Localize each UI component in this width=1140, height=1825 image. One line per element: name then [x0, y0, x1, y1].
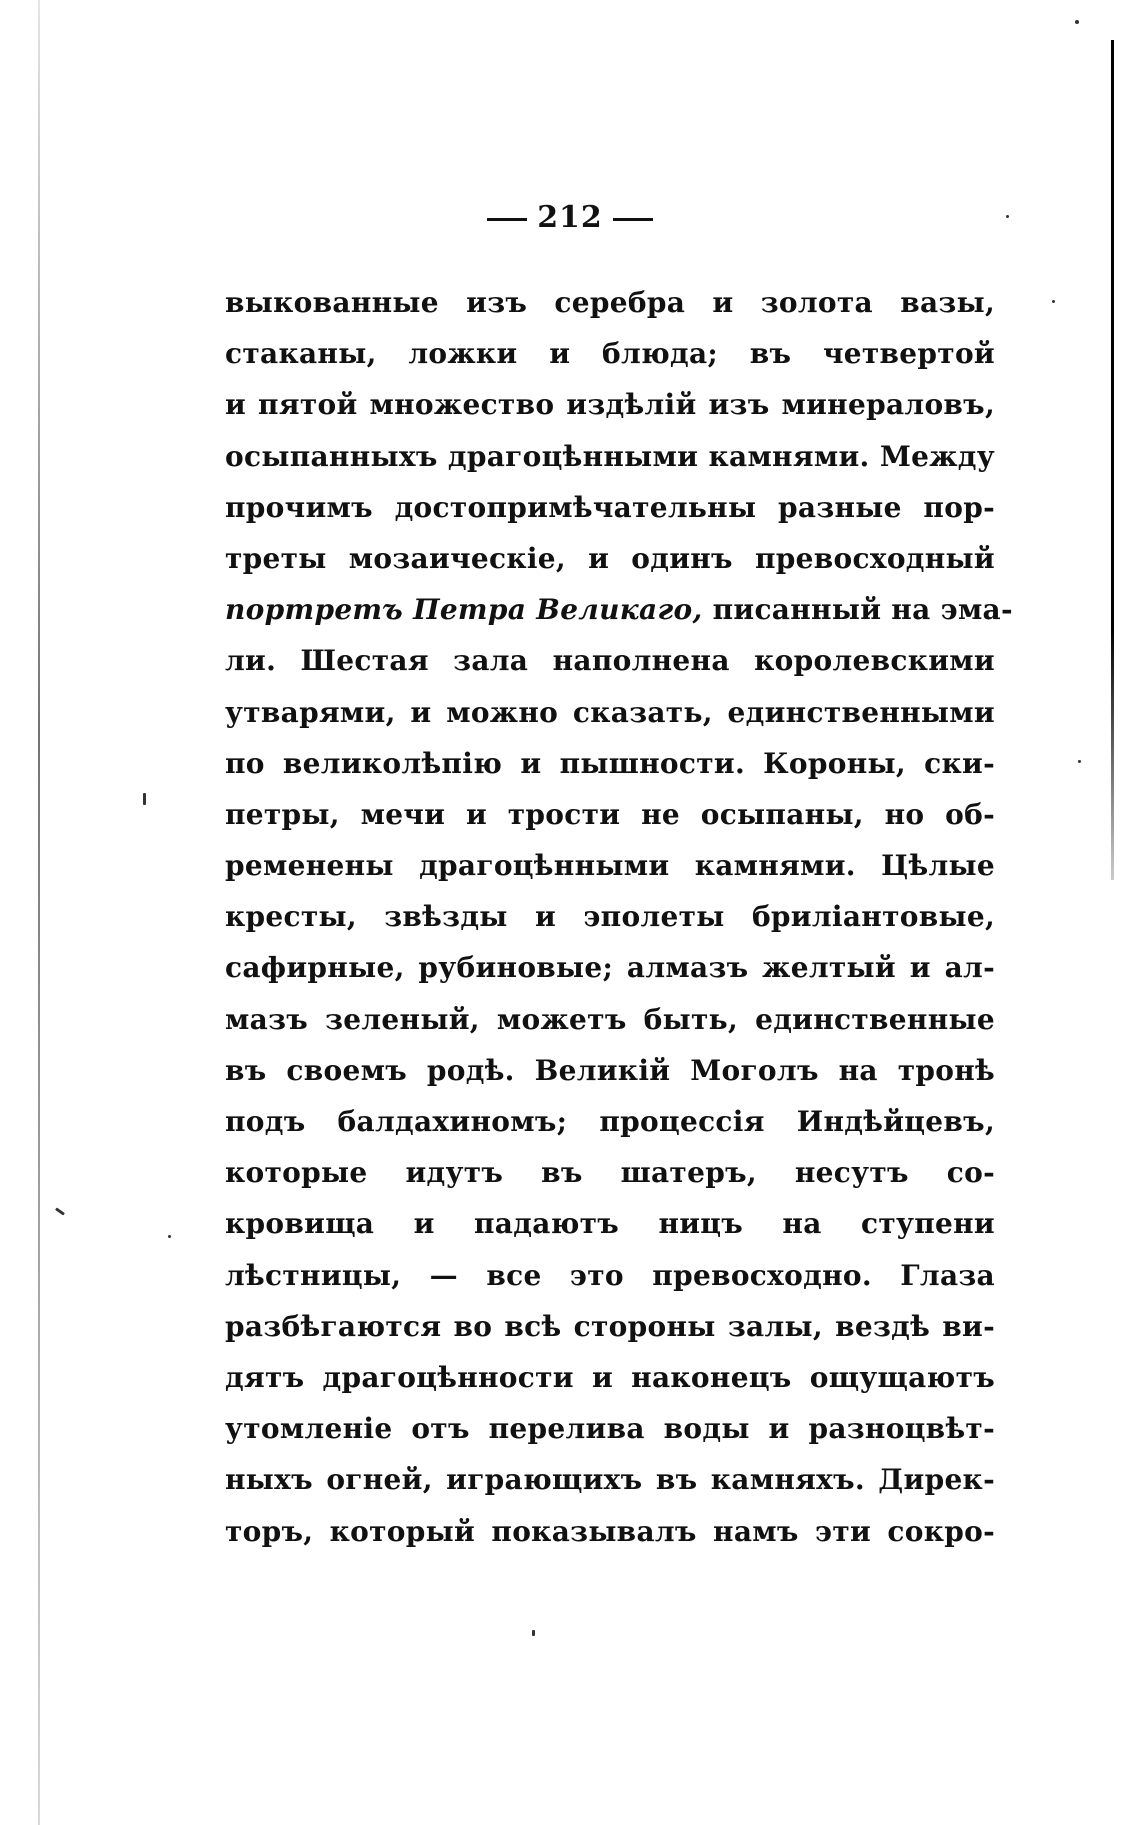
folio-dash-right [613, 218, 653, 221]
dust-speck [1078, 760, 1081, 763]
text-line: утомленіе отъ перелива воды и разноцвѣт- [225, 1412, 995, 1446]
text-line [225, 584, 1013, 635]
text-line: разбѣгаются во всѣ стороны залы, вездѣ ви- [225, 1309, 995, 1343]
dust-speck [1075, 20, 1079, 24]
text-line: треты мозаическіе, и одинъ превосходный [225, 541, 995, 575]
body-text [225, 277, 1013, 1557]
text-line: ныхъ огней, играющихъ въ камняхъ. Дирек- [225, 1463, 995, 1497]
text-line-rest: писанный на эма- [702, 593, 1013, 627]
text-line: и пятой множество издѣлій изъ минераловъ, [225, 388, 995, 422]
dust-speck [532, 1630, 535, 1636]
text-line: по великолѣпію и пышности. Короны, ски- [225, 746, 995, 780]
text-line: лѣстницы, — все это превосходно. Глаза [225, 1258, 995, 1292]
dust-speck [55, 1207, 65, 1215]
text-line: въ своемъ родѣ. Великій Моголъ на тронѣ [225, 1053, 995, 1087]
scan-edge-left [38, 0, 40, 1825]
text-line: сафирные, рубиновые; алмазъ желтый и ал- [225, 951, 995, 985]
text-line: выкованные изъ серебра и золота вазы, [225, 286, 995, 319]
text-line: кресты, звѣзды и эполеты бриліантовые, [225, 900, 995, 934]
text-line: стаканы, ложки и блюда; въ четвертой [225, 337, 995, 371]
text-line: ременены драгоцѣнными камнями. Цѣлые [225, 849, 995, 883]
text-line: которые идутъ въ шатеръ, несутъ со- [225, 1156, 995, 1190]
scan-edge-right [1111, 40, 1114, 880]
text-line: утварями, и можно сказать, единственными [225, 695, 995, 729]
italic-phrase: портретъ Петра Великаго, [225, 593, 703, 627]
text-line: кровища и падаютъ ницъ на ступени [225, 1207, 995, 1241]
page-number [0, 200, 1140, 235]
text-line: осыпанныхъ драгоцѣнными камнями. Между [225, 439, 995, 473]
text-line: подъ балдахиномъ; процессія Индѣйцевъ, [225, 1105, 995, 1138]
dust-speck [143, 793, 146, 805]
text-line: прочимъ достопримѣчательны разные пор- [225, 490, 995, 524]
text-line: торъ, который показывалъ намъ эти сокро- [225, 1514, 995, 1548]
text-line: мазъ зеленый, можетъ быть, единственные [225, 1002, 995, 1036]
dust-speck [168, 1235, 171, 1238]
text-line: дятъ драгоцѣнности и наконецъ ощущаютъ [225, 1360, 995, 1394]
text-line: петры, мечи и трости не осыпаны, но об- [225, 797, 995, 831]
folio-dash-left [487, 218, 527, 221]
page-number-text: 212 [537, 200, 603, 235]
dust-speck [1052, 300, 1055, 303]
text-line: ли. Шестая зала наполнена королевскими [225, 644, 995, 678]
